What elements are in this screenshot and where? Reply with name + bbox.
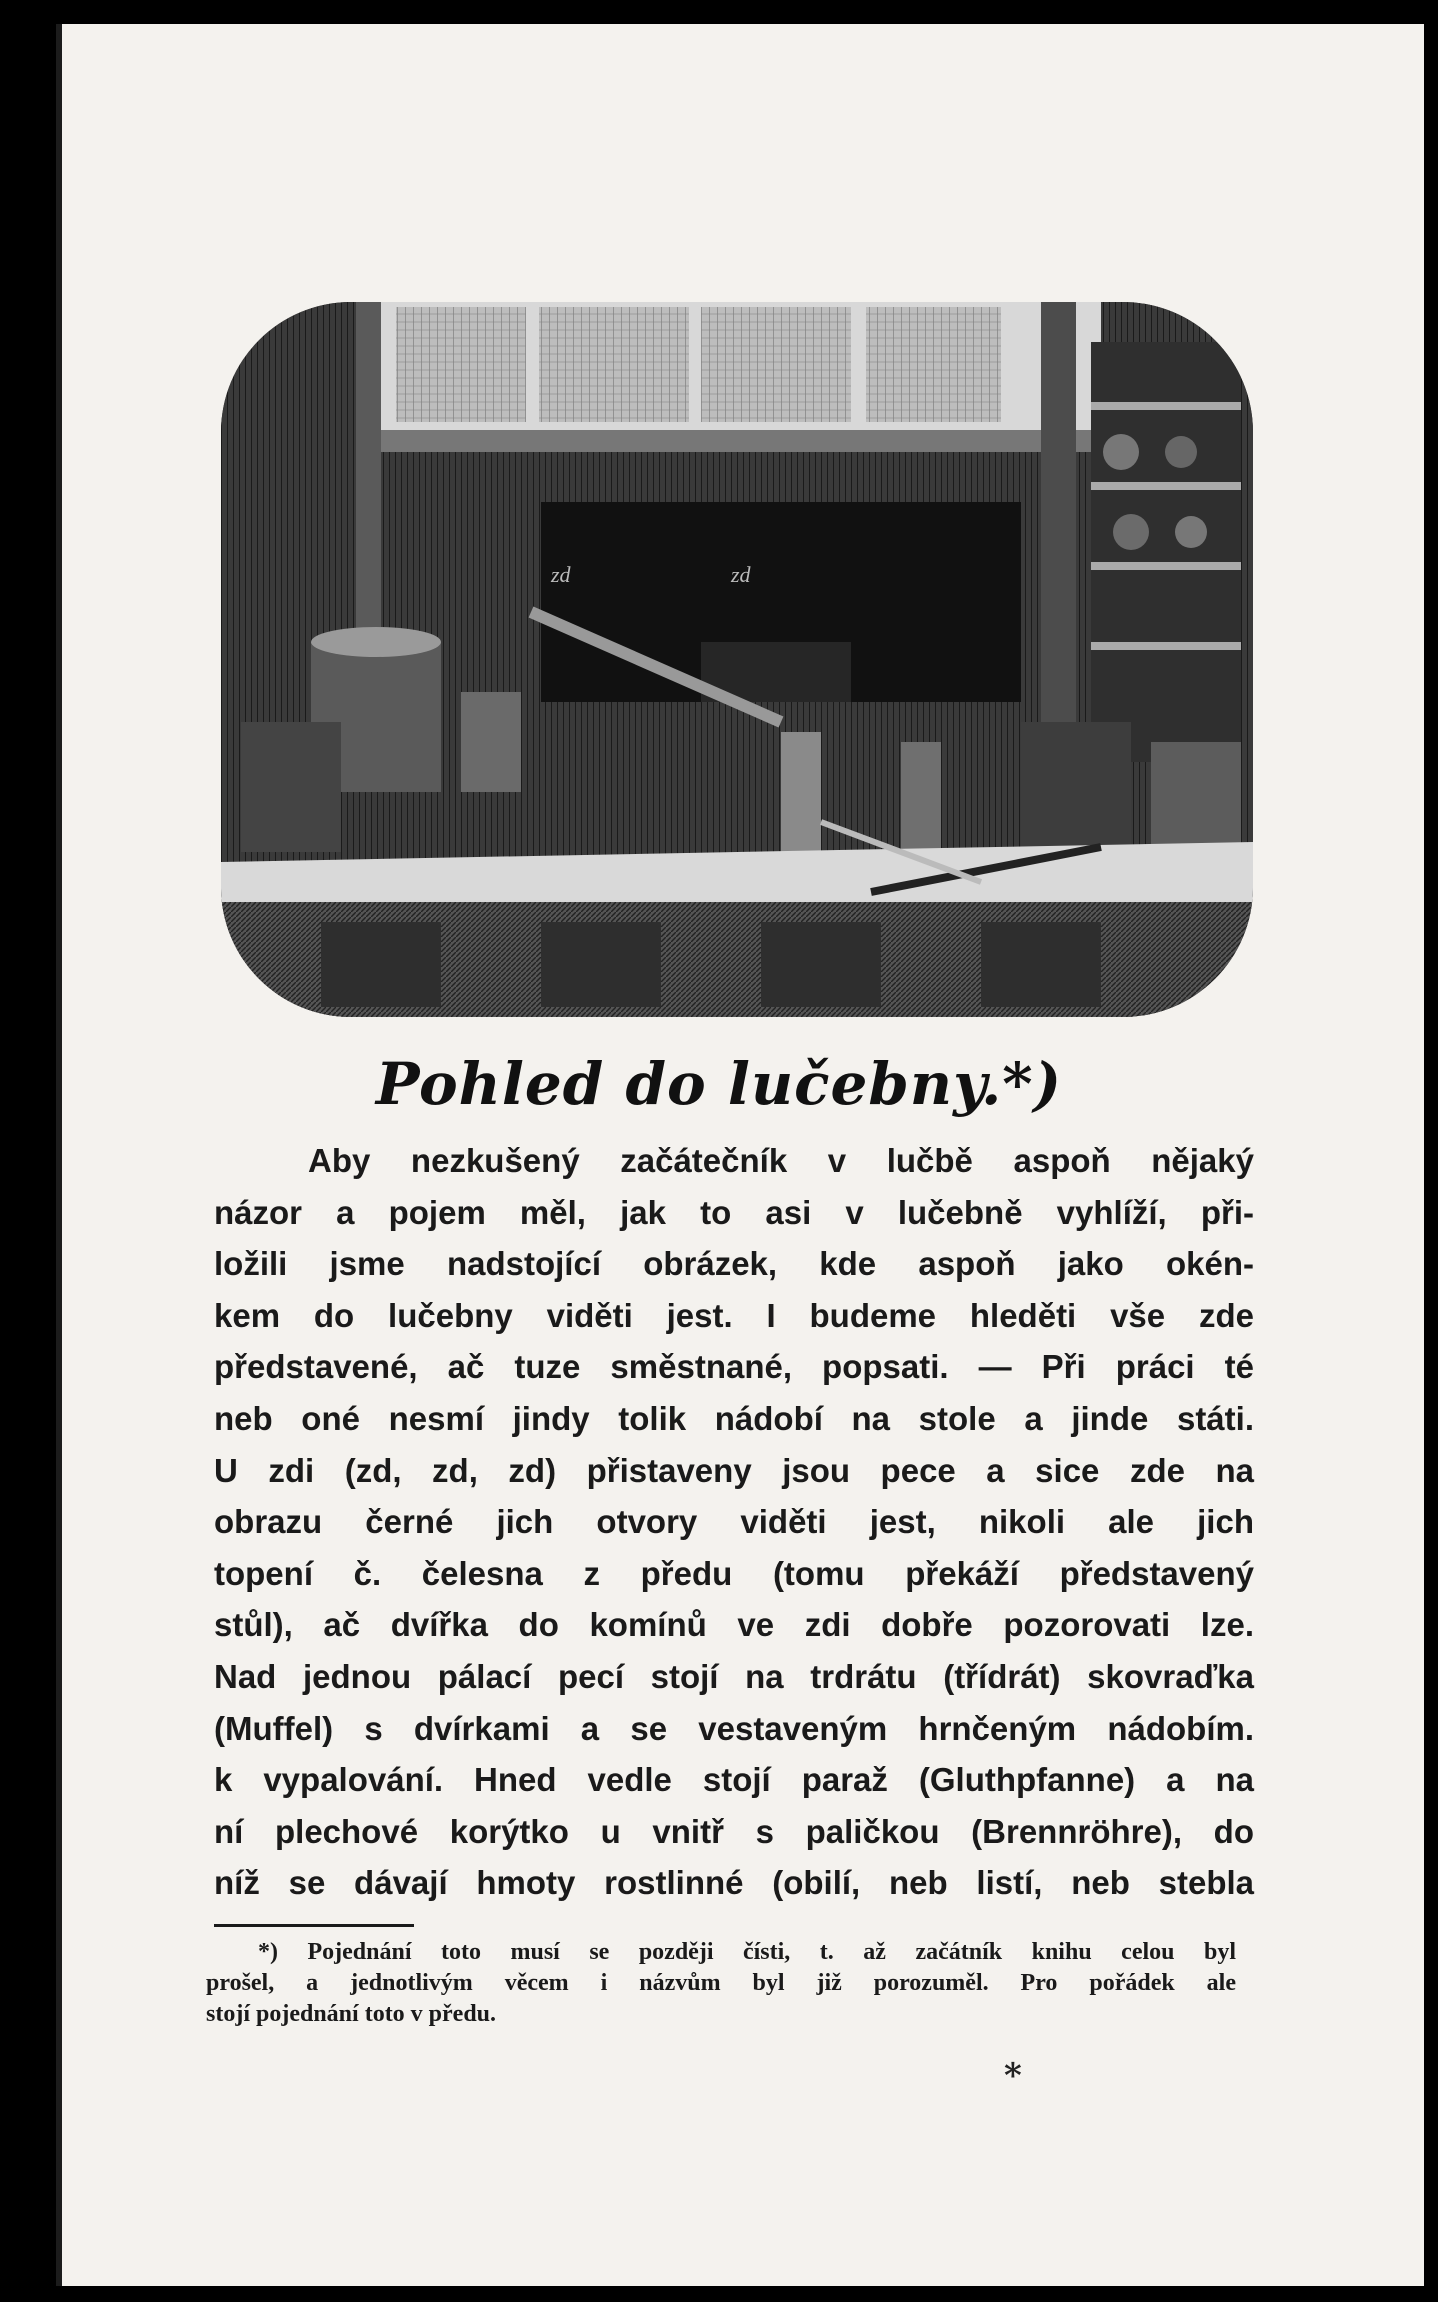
footnote-line: stojí pojednání toto v předu. (206, 2001, 497, 2027)
shelf (1091, 562, 1241, 570)
body-line: topení č. čelesna z předu (tomu překáží představený (214, 1554, 1254, 1592)
body-line: Aby nezkušený začátečník v lučbě aspoň nějaký (308, 1142, 1254, 1179)
body-line: ní plechové korýtko u vnitř s paličkou (Brennröhre), do (214, 1812, 1254, 1850)
wall-label-zd: zd (731, 562, 751, 587)
shelf (1091, 642, 1241, 650)
jar (1113, 514, 1149, 550)
body-line: neb oné nesmí jindy tolik nádobí na stole a jinde státi. (214, 1399, 1254, 1437)
shelf (1091, 482, 1241, 490)
flask (781, 732, 821, 862)
jar (1103, 434, 1139, 470)
body-line: Nad jednou pálací pecí stojí na trdrátu (třídrát) skovraďka (214, 1657, 1254, 1695)
body-line: U zdi (zd, zd, zd) přistaveny jsou pece a sice zde na (214, 1451, 1254, 1489)
body-line: k vypalování. Hned vedle stojí paraž (Gluthpfanne) a na (214, 1761, 1254, 1799)
drawer (761, 922, 881, 1007)
body-line: kem do lučebny viděti jest. I budeme hleděti vše zde (214, 1296, 1254, 1334)
window-pane (866, 307, 1001, 422)
shelf (1091, 402, 1241, 410)
vessel (241, 722, 341, 852)
body-line: níž se dávají hmoty rostlinné (obilí, neb listí, neb stebla (214, 1864, 1254, 1902)
page-title: Pohled do lučebny.*) (375, 1050, 1063, 1118)
laboratory-illustration (221, 302, 1253, 1017)
window-pane (539, 307, 689, 422)
flask (901, 742, 941, 852)
pillar (1041, 302, 1076, 732)
body-line: obrazu černé jich otvory viděti jest, nikoli ale jich (214, 1503, 1254, 1541)
drawer (541, 922, 661, 1007)
window-pane (396, 307, 526, 422)
pot-rim (311, 627, 441, 657)
body-line: názor a pojem měl, jak to asi v lučebně vyhlíží, při- (214, 1193, 1254, 1231)
footnote-line: prošel, a jednotlivým věcem i názvům byl již porozuměl. Pro pořádek ale (206, 1970, 1236, 1996)
drawer (981, 922, 1101, 1007)
window-sill (371, 430, 1111, 452)
body-line: představené, ač tuze směstnané, popsati. — Při práci té (214, 1348, 1254, 1386)
footnote-rule (214, 1924, 414, 1927)
footnote (206, 1937, 1236, 2030)
body-text (214, 1135, 1254, 1909)
vessel (461, 692, 521, 792)
body-line: (Muffel) s dvírkami a se vestaveným hrnčeným nádobím. (214, 1709, 1254, 1747)
jar (1165, 436, 1197, 468)
window-pane (701, 307, 851, 422)
laboratory-engraving (221, 302, 1253, 1017)
footnote-line: *) Pojednání toto musí se později čísti, t. až začátník knihu celou byl (258, 1939, 1236, 1965)
page-edge (56, 24, 62, 2286)
wall-label-zd: zd (551, 562, 571, 587)
signature-mark: * (1004, 2056, 1022, 2096)
body-line: ložili jsme nadstojící obrázek, kde aspoň jako okén- (214, 1245, 1254, 1283)
jar (1175, 516, 1207, 548)
drawer (321, 922, 441, 1007)
body-line: stůl), ač dvířka do komínů ve zdi dobře pozorovati lze. (214, 1606, 1254, 1644)
